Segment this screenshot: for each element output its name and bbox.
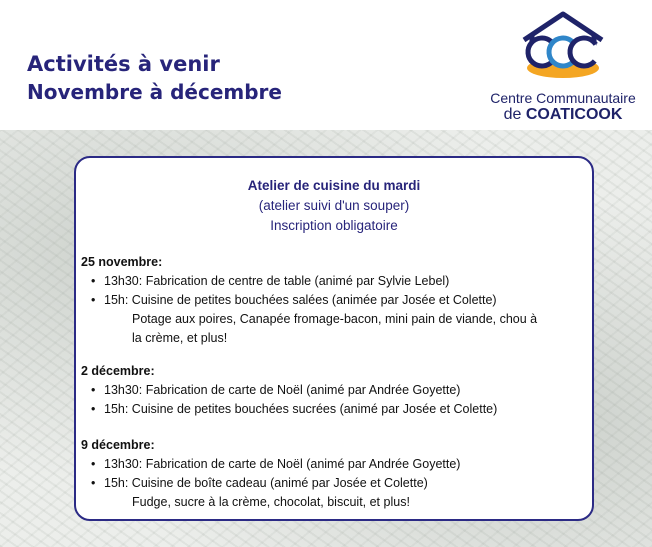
bullet-icon: • [91, 476, 96, 490]
list-item [81, 291, 591, 310]
bullet-icon: • [91, 402, 96, 416]
activity-text: 13h30: Fabrication de carte de Noël (animé par Andrée Goyette) [104, 383, 461, 397]
menu-detail-line: la crème, et plus! [132, 331, 228, 345]
activity-text: 13h30: Fabrication de centre de table (animé par Sylvie Lebel) [104, 274, 450, 288]
list-item [81, 455, 591, 474]
logo-house-icon [518, 10, 608, 90]
logo-line2 [488, 106, 638, 124]
bullet-icon: • [91, 293, 96, 307]
card-heading: Atelier de cuisine du mardi [247, 178, 421, 193]
page-subtitle: Novembre à décembre [27, 80, 282, 104]
activity-card [74, 156, 594, 521]
card-note: Inscription obligatoire [270, 218, 398, 233]
header [0, 0, 652, 130]
date-section [81, 435, 591, 512]
menu-detail-line: Potage aux poires, Canapée fromage-bacon, mini pain de viande, chou à [132, 312, 538, 326]
date-label: 25 novembre: [81, 255, 163, 269]
activity-text: 15h: Cuisine de petites bouchées sucrées (animé par Josée et Colette) [104, 402, 498, 416]
logo-line1: Centre Communautaire [490, 90, 636, 106]
card-subheading: (atelier suivi d'un souper) [258, 198, 410, 213]
bullet-icon: • [91, 383, 96, 397]
bullet-icon: • [91, 457, 96, 471]
list-item [81, 272, 591, 291]
bullet-icon: • [91, 274, 96, 288]
activity-text: 13h30: Fabrication de carte de Noël (animé par Andrée Goyette) [104, 457, 461, 471]
date-label: 9 décembre: [81, 438, 155, 452]
menu-detail-line: Fudge, sucre à la crème, chocolat, biscuit, et plus! [132, 495, 410, 509]
date-section [81, 252, 591, 348]
page-title: Activités à venir [27, 52, 220, 76]
logo-line2-prefix: de [503, 106, 522, 123]
list-item [81, 400, 591, 419]
logo-line2-name: COATICOOK [525, 106, 623, 123]
activity-text: 15h: Cuisine de petites bouchées salées (animée par Josée et Colette) [104, 293, 497, 307]
list-item [81, 474, 591, 493]
list-item [81, 381, 591, 400]
date-label: 2 décembre: [81, 364, 155, 378]
activity-text: 15h: Cuisine de boîte cadeau (animé par Josée et Colette) [104, 476, 428, 490]
date-section [81, 361, 591, 419]
logo [488, 10, 638, 122]
card-heading-block [76, 176, 592, 236]
